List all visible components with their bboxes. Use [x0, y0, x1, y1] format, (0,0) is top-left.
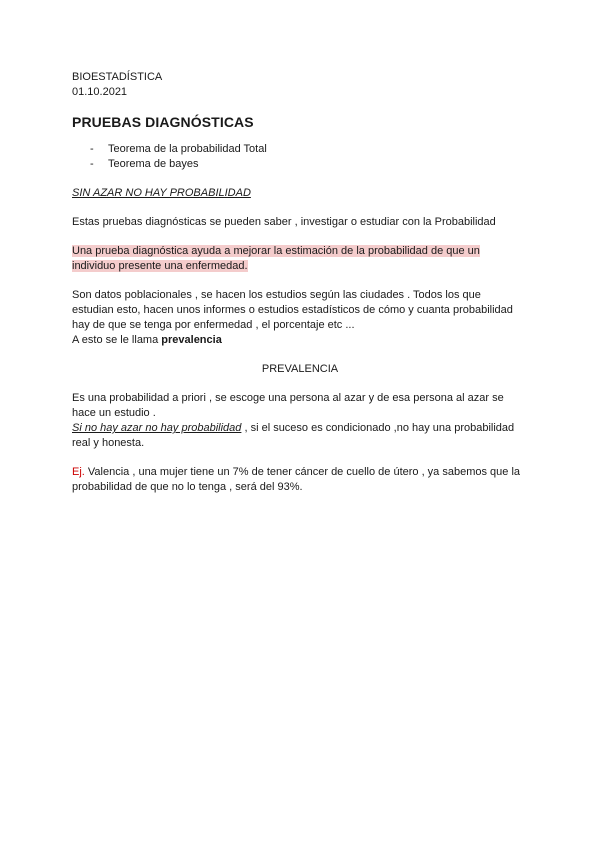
example-label: Ej. — [72, 466, 85, 478]
population-line-4 — [72, 333, 532, 348]
date-label: 01.10.2021 — [72, 86, 128, 98]
prevalence-line-3-rest: , si el suceso es condicionado ,no hay una probabilidad — [241, 422, 515, 434]
example-line-1 — [72, 465, 532, 480]
highlighted-paragraph — [72, 244, 532, 274]
highlight-line-1: Una prueba diagnóstica ayuda a mejorar la estimación de la probabilidad de que un — [72, 245, 480, 257]
page-title: PRUEBAS DIAGNÓSTICAS — [72, 114, 254, 130]
bullet-item-total-probability: - Teorema de la probabilidad Total — [90, 142, 532, 157]
subheading-no-random: SIN AZAR NO HAY PROBABILIDAD — [72, 187, 251, 199]
population-line-3: hay de que se tenga por enfermedad , el porcentaje etc ... — [72, 319, 355, 331]
example-paragraph — [72, 465, 532, 495]
population-line-2: estudian esto, hacen unos informes o estudios estadísticos de cómo y cuanta probabilidad — [72, 304, 513, 316]
no-random-phrase: Si no hay azar no hay probabilidad — [72, 422, 242, 434]
prevalence-intro-text: A esto se le llama — [72, 334, 162, 346]
population-paragraph — [72, 288, 532, 348]
subject-label: BIOESTADÍSTICA — [72, 71, 163, 83]
example-line-2: probabilidad de que no lo tenga , será del 93%. — [72, 481, 303, 493]
intro-paragraph: Estas pruebas diagnósticas se pueden saber , investigar o estudiar con la Probabilidad — [72, 216, 496, 228]
highlight-line-2: individuo presente una enfermedad. — [72, 260, 248, 272]
prevalence-term: prevalencia — [161, 334, 222, 346]
example-line-1-rest: Valencia , una mujer tiene un 7% de tener cáncer de cuello de útero , ya sabemos que la — [84, 466, 521, 478]
prevalence-paragraph — [72, 391, 532, 451]
section-heading-prevalence: PREVALENCIA — [261, 363, 339, 375]
prevalence-line-3 — [72, 421, 532, 436]
bullet-item-bayes: - Teorema de bayes — [90, 157, 532, 172]
population-line-1: Son datos poblacionales , se hacen los estudios según las ciudades . Todos los que — [72, 289, 481, 301]
prevalence-line-2: hace un estudio . — [72, 407, 156, 419]
prevalence-line-1: Es una probabilidad a priori , se escoge una persona al azar y de esa persona al azar se — [72, 392, 504, 404]
bullet-list — [72, 142, 532, 172]
document-page — [72, 70, 532, 495]
prevalence-line-4: real y honesta. — [72, 437, 145, 449]
